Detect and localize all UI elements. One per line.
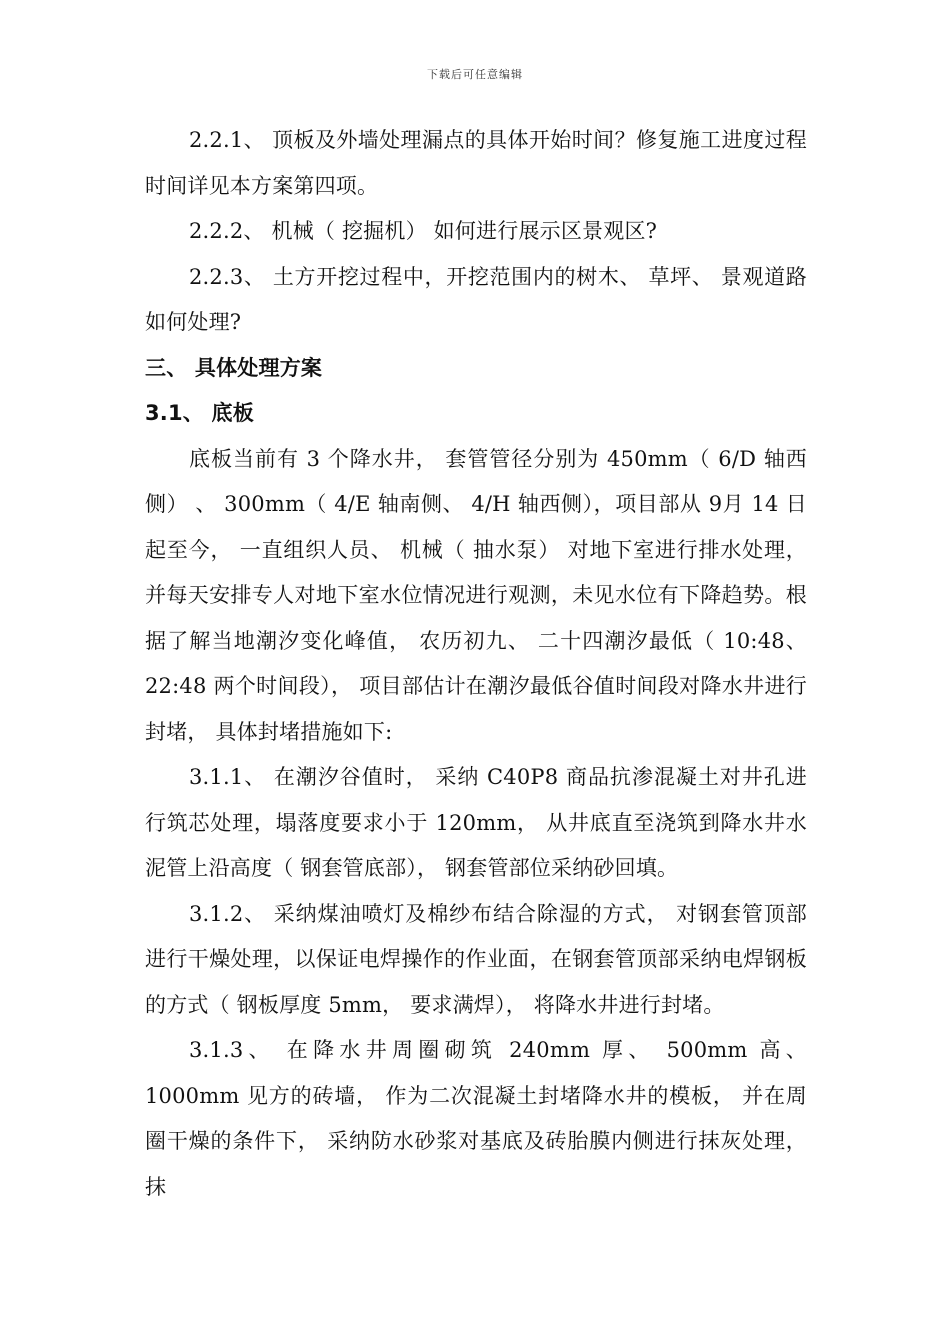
paragraph-3-1-1: 3.1.1、 在潮汐谷值时， 采纳 C40P8 商品抗渗混凝土对井孔进行筑芯处理，塌落度要求小于 120mm， 从井底直至浇筑到降水井水泥管上沿高度（ 钢套管底部）， 钢套管部位采纳砂回填。 — [145, 765, 807, 880]
paragraph-2-2-1: 2.2.1、 顶板及外墙处理漏点的具体开始时间？修复施工进度过程时间详见本方案第四项。 — [145, 128, 807, 198]
document-body — [145, 118, 807, 1210]
section-heading-3: 三、 具体处理方案 — [145, 355, 323, 380]
page-header: 下载后可任意编辑 — [427, 68, 523, 81]
paragraph-2-2-2: 2.2.2、 机械（ 挖掘机） 如何进行展示区景观区? — [189, 219, 658, 243]
section-heading-3-1: 3.1、 底板 — [145, 401, 254, 425]
paragraph-3-1-3: 3.1.3、 在降水井周圈砌筑 240mm 厚、 500mm 高、 1000mm 见方的砖墙， 作为二次混凝土封堵降水井的模板， 并在周圈干燥的条件下， 采纳防水砂浆对基底及砖胎膜内侧进行抹灰处理， 抹 — [145, 1038, 807, 1199]
paragraph-3-1-intro: 底板当前有 3 个降水井， 套管管径分别为 450mm（ 6/D 轴西侧） 、 300mm（ 4/E 轴南侧、 4/H 轴西侧），项目部从 9月 14 日起至今， 一直组织人员、 机械（ 抽水泵） 对地下室进行排水处理， 并每天安排专人对地下室水位情况进行观测，未见水位有下降趋势。根据了解当地潮汐变化峰值， 农历初九、 二十四潮汐最低（ 10:48、 22:48 两个时间段）， 项目部估计在潮汐最低谷值时间段对降水井进行封堵， 具体封堵措施如下: — [145, 446, 807, 744]
paragraph-2-2-3: 2.2.3、 土方开挖过程中，开挖范围内的树木、 草坪、 景观道路如何处理? — [145, 264, 807, 334]
paragraph-3-1-2: 3.1.2、 采纳煤油喷灯及棉纱布结合除湿的方式， 对钢套管顶部进行干燥处理，以保证电焊操作的作业面，在钢套管顶部采纳电焊钢板的方式（ 钢板厚度 5mm， 要求满焊）， 将降水井进行封堵。 — [145, 901, 807, 1017]
